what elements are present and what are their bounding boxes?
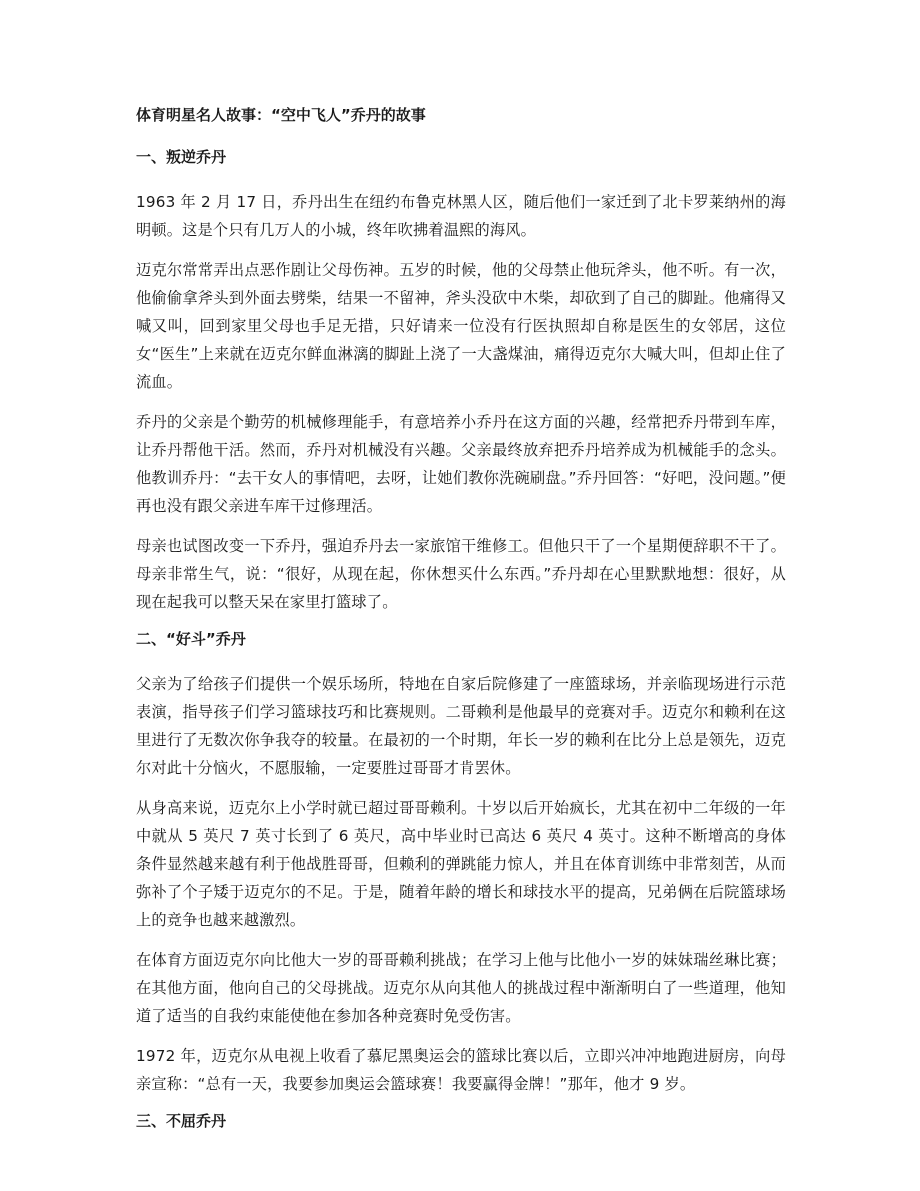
document-title: 体育明星名人故事：“空中飞人”乔丹的故事 bbox=[136, 106, 426, 124]
paragraph: 父亲为了给孩子们提供一个娱乐场所，特地在自家后院修建了一座篮球场，并亲临现场进行示范表演，指导孩子们学习篮球技巧和比赛规则。二哥赖利是他最早的竞赛对手。迈克尔和赖利在这里进行了无数次你争我夺的较量。在最初的一个时期，年长一岁的赖利在比分上总是领先，迈克尔对此十分恼火，不愿服输，一定要胜过哥哥才肯罢休。 bbox=[136, 675, 786, 777]
section-heading: 三、不屈乔丹 bbox=[136, 1112, 227, 1130]
paragraph: 母亲也试图改变一下乔丹，强迫乔丹去一家旅馆干维修工。但他只干了一个星期便辞职不干了。母亲非常生气，说：“很好，从现在起，你休想买什么东西。”乔丹却在心里默默地想：很好，从现在起我可以整天呆在家里打篮球了。 bbox=[136, 537, 786, 611]
paragraph: 1972 年，迈克尔从电视上收看了慕尼黑奥运会的篮球比赛以后，立即兴冲冲地跑进厨房，向母亲宣称：“总有一天，我要参加奥运会篮球赛！我要赢得金牌！”那年，他才 9 岁。 bbox=[136, 1047, 786, 1093]
section-heading: 一、叛逆乔丹 bbox=[136, 148, 227, 166]
paragraph: 从身高来说，迈克尔上小学时就已超过哥哥赖利。十岁以后开始疯长，尤其在初中二年级的一年中就从 5 英尺 7 英寸长到了 6 英尺，高中毕业时已高达 6 英尺 4 英寸。这种不断增高的身体条件显然越来越有利于他战胜哥哥，但赖利的弹跳能力惊人，并且在体育训练中非常刻苦，从而弥补了个子矮于迈克尔的不足。于是，随着年龄的增长和球技水平的提高，兄弟俩在后院篮球场上的竞争也越来越激烈。 bbox=[136, 799, 786, 929]
paragraph: 在体育方面迈克尔向比他大一岁的哥哥赖利挑战；在学习上他与比他小一岁的妹妹瑞丝琳比赛；在其他方面，他向自己的父母挑战。迈克尔从向其他人的挑战过程中渐渐明白了一些道理，他知道了适当的自我约束能使他在参加各种竞赛时免受伤害。 bbox=[136, 951, 786, 1025]
section-heading: 二、“好斗”乔丹 bbox=[136, 630, 246, 648]
paragraph: 迈克尔常常弄出点恶作剧让父母伤神。五岁的时候，他的父母禁止他玩斧头，他不听。有一次，他偷偷拿斧头到外面去劈柴，结果一不留神，斧头没砍中木柴，却砍到了自己的脚趾。他痛得又喊又叫，回到家里父母也手足无措，只好请来一位没有行医执照却自称是医生的女邻居，这位女“医生”上来就在迈克尔鲜血淋漓的脚趾上浇了一大盏煤油，痛得迈克尔大喊大叫，但却止住了流血。 bbox=[136, 261, 786, 391]
paragraph: 1963 年 2 月 17 日，乔丹出生在纽约布鲁克林黑人区，随后他们一家迁到了北卡罗莱纳州的海明顿。这是个只有几万人的小城，终年吹拂着温熙的海风。 bbox=[136, 193, 786, 239]
paragraph: 乔丹的父亲是个勤劳的机械修理能手，有意培养小乔丹在这方面的兴趣，经常把乔丹带到车库，让乔丹帮他干活。然而，乔丹对机械没有兴趣。父亲最终放弃把乔丹培养成为机械能手的念头。他教训乔丹：“去干女人的事情吧，去呀，让她们教你洗碗刷盘。”乔丹回答：“好吧，没问题。”便再也没有跟父亲进车库干过修理活。 bbox=[136, 413, 786, 515]
document-body bbox=[136, 104, 786, 1152]
